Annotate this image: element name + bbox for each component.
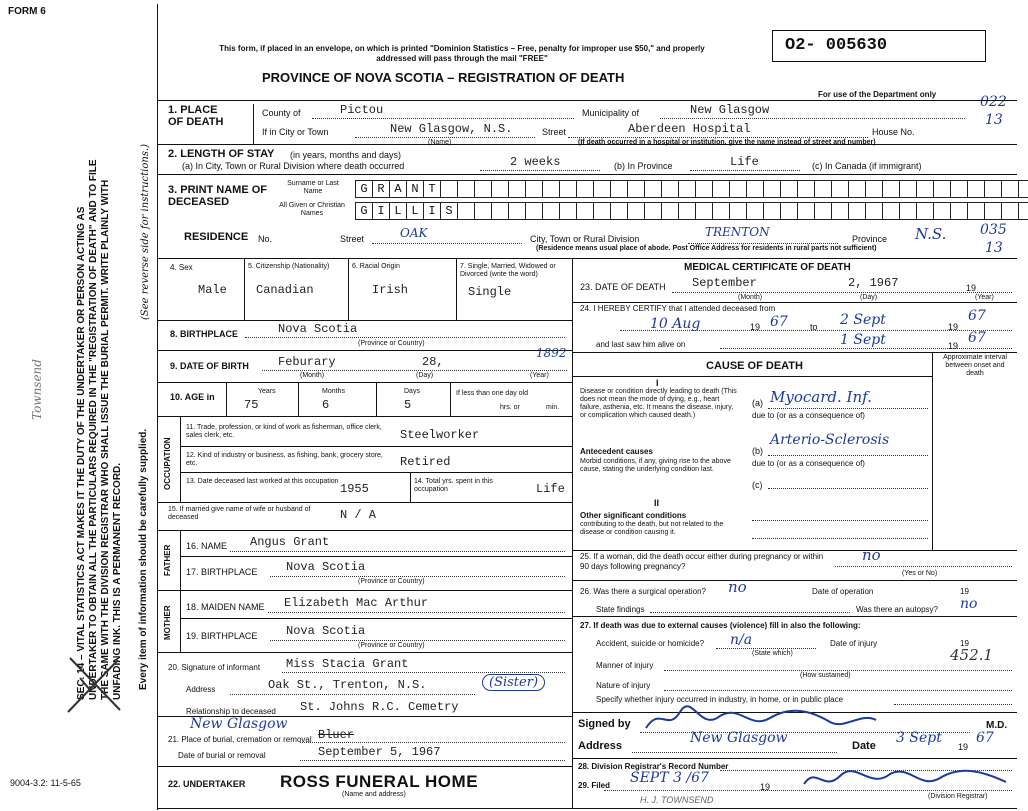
dod-day-value: 2, 1967	[848, 276, 899, 290]
instructions-note: (See reverse side for instructions.)	[140, 143, 151, 320]
registrar-stamp: H. J. TOWNSEND	[640, 795, 714, 805]
dept-code-4: 13	[985, 240, 1003, 256]
street-value: Aberdeen Hospital	[628, 122, 751, 136]
surname-cells: G R A N T	[355, 180, 1028, 198]
father-birthplace-value: Nova Scotia	[286, 560, 366, 574]
length-of-stay-label: 2. LENGTH OF STAY	[168, 148, 275, 160]
mother-birthplace-value: Nova Scotia	[286, 624, 366, 638]
dept-code-2: 13	[985, 112, 1003, 128]
cause-a-value: Myocard. Inf.	[770, 388, 872, 406]
attended-to-value: 2 Sept	[840, 312, 886, 328]
dob-year-value: 1892	[536, 346, 567, 360]
dob-month-value: Feburary	[278, 355, 336, 369]
city-value: New Glasgow, N.S.	[390, 122, 513, 136]
attended-from-value: 10 Aug	[650, 316, 701, 332]
physician-address-value: New Glasgow	[690, 730, 788, 746]
residence-label: RESIDENCE	[184, 231, 249, 243]
dept-code-1: 022	[980, 94, 1007, 110]
last-seen-value: 1 Sept	[840, 332, 886, 348]
informant-address-value: Oak St., Trenton, N.S.	[268, 678, 427, 692]
medical-certificate-header: MEDICAL CERTIFICATE OF DEATH	[684, 262, 851, 273]
statute-note: SEC. 14 – VITAL STATISTICS ACT MAKES IT THE DUTY OF THE UNDERTAKER OR PERSON ACTING AS UNDERTAKER TO OBTAIN ALL THE PARTICULARS REQUIRED IN THE "REGISTRATION OF DEATH" AND TO FILE THE SAME WITH THE DIVISION REGISTRAR WHO SHALL ISSUE THE BURIAL PERMIT. WRITE PLAINLY WITH UNFADING INK. THIS IS A PERMANENT RECORD.	[76, 159, 123, 700]
last-worked-value: 1955	[340, 482, 369, 496]
stay-province-value: Life	[730, 155, 759, 169]
occupation-side-label: OCCUPATION	[163, 437, 172, 490]
footer-code: 9004-3.2: 11-5-65	[10, 778, 81, 788]
attended-from-year: 67	[770, 314, 788, 330]
residence-city: TRENTON	[705, 225, 770, 239]
cause-b-value: Arterio-Sclerosis	[770, 432, 890, 448]
filed-date-value: SEPT 3 /67	[630, 770, 709, 786]
given-name-cells: G I L L I S	[355, 202, 1028, 220]
dob-day-value: 28,	[422, 355, 444, 369]
residence-province: N.S.	[915, 225, 947, 243]
registration-of-death-form: FORM 6 This form, if placed in an envelope, on which is printed "Dominion Statistics – Free, penalty for improper use $50," and properly addressed will pass through the mail "FREE" PROVINCE OF NOVA SCOTIA – REGISTRATION OF DEATH O2- 005630 For use of the Department only 022 13 035 13 SEC. 14 – VITAL STATISTICS ACT MAKES IT THE DUTY OF THE UNDERTAKER OR PERSON ACTING AS UNDERTAKER TO OBTAIN ALL THE PARTICULARS REQUIRED IN THE "REGISTRATION OF DEATH" AND TO FILE THE SAME WITH THE DIVISION REGISTRAR WHO SHALL ISSUE THE BURIAL PERMIT. WRITE PLAINLY WITH UNFADING INK. THIS IS A PERMANENT RECORD. Every item of information should be carefully supplied. (See reverse side for instructions.) Townsend 9004-3.2: 11-5-65 1. PLACE OF DEATH County of Pictou Municipality of New Glasgow If in City or Town New Glasgow, N.S. (Name) Street Aberdeen Hospital House No. (If death occurred in a hospital or institution, give the name instead of street and number) 2. LENGTH OF STAY (in years, months and days) (a) In City, Town or Rural Division where death occurred 2 weeks (b) In Province Life (c) In Canada (if immigrant) 3. PRINT NAME OF DECEASED Surname or Last Name All Given or Christian Names G R A N T G I L L I S RESIDENCE No. Street OAK City, Town or Rural Division TRENTON Province N.S. (Residence means usual place of abode. Post Office Address for residents in rural parts not sufficient) 4. Sex Male 5. Citizenship (Nationality) Canadian 6. Racial Origin Irish 7. Single, Married, Widowed or Divorced (write the word) Single 8. BIRTHPLACE Nova Scotia (Province or Country) 9. DATE OF BIRTH Feburary 28, 1892 (Month) (Day) (Year) 10. AGE in Years 75 Months 6 Days 5 If less than one day old hrs. or min. OCCUPATION 11. Trade, profession, or kind of work as fisherman, office clerk, sales clerk, etc. Steelworker 12. Kind of industry or business, as fishing, bank, grocery store, etc. Retired 13. Date deceased last worked at this occupation 1955 14. Total yrs. spent in this occupation Life 15. If married give name of wife or husband of deceased N / A FATHER 16. NAME Angus Grant 17. BIRTHPLACE Nova Scotia (Province or Country) MOTHER 18. MAIDEN NAME Elizabeth Mac Arthur 19. BIRTHPLACE Nova Scotia (Province or Country) 20. Signature of informant Miss Stacia Grant Address Oak St., Trenton, N.S. (Sister) Relationship to deceased St. Johns R.C. Cemetry New Glasgow Bluer 21. Place of burial, cremation or removal Date of burial or removal September 5, 1967 22. UNDERTAKER ROSS FUNERAL HOME (Name and address) MEDICAL CERTIFICATE OF DEATH 23. DATE OF DEATH September 2, 1967 19 (Month) (Day) (Year) 24. I HEREBY CERTIFY that I attended deceased from 10 Aug 19 67 to 2 Sept 19 67 and last saw him alive on 1 Sept 19 67 CAUSE OF DEATH Approximate interval between onset and death I Disease or condition directly leading to death (This does not mean the mode of dying, e.g., heart failure, asthenia, etc. It means the disease, injury, or complication which caused death.) (a) Myocard. Inf. due to (or as a consequence of) Antecedent causes Morbid conditions, if any, giving rise to the above cause, stating the underlying condition last. (b) Arterio-Sclerosis due to (or as a consequence of) (c) II Other significant conditions contributing to the death, but not related to the disease or condition causing it. 25. If a woman, did the death occur either during pregnancy or within 90 days following pregnancy? no (Yes or No) 26. Was there a surgical operation? no Date of operation 19 State findings Was there an autopsy? no 27. If death was due to external causes (violence) fill in also the following: Accident, suicide or homicide? n/a (State which) Date of injury 19 Manner of injury 452.1 (How sustained) Nature of injury Specify whether injury occurred in industry, in home, or in public place Signed by M.D. Address New Glasgow Date 3 Sept 19 67 28. Division Registrar's Record Number 29. Filed SEPT 3 /67 19 (Division Registrar) H. J. TOWNSEND	[0, 0, 1028, 811]
father-side-label: FATHER	[163, 544, 172, 576]
attended-to-year: 67	[968, 308, 986, 324]
print-name-label: 3. PRINT NAME OF DECEASED	[168, 184, 268, 208]
years-spent-value: Life	[536, 482, 565, 496]
information-note: Every item of information should be carefully supplied.	[138, 428, 149, 690]
accident-value: n/a	[730, 632, 753, 648]
marital-status-value: Single	[468, 285, 512, 299]
undertaker-value: ROSS FUNERAL HOME	[280, 772, 479, 791]
father-name-value: Angus Grant	[250, 535, 330, 549]
cause-of-death-header: CAUSE OF DEATH	[706, 360, 803, 372]
informant-relationship-value: (Sister)	[482, 674, 545, 691]
form-number: FORM 6	[8, 6, 46, 17]
center-divider	[572, 258, 573, 808]
trade-value: Steelworker	[400, 428, 480, 442]
manner-value: 452.1	[950, 646, 993, 664]
sex-value: Male	[198, 283, 227, 297]
birthplace-value: Nova Scotia	[278, 322, 358, 336]
dept-code-3: 035	[980, 222, 1007, 238]
registration-number: O2- 005630	[785, 36, 888, 55]
age-days-value: 5	[404, 398, 412, 412]
stay-city-value: 2 weeks	[510, 155, 561, 169]
burial-date-value: September 5, 1967	[318, 745, 441, 759]
county-value: Pictou	[340, 103, 384, 117]
mother-maiden-value: Elizabeth Mac Arthur	[284, 596, 429, 610]
citizenship-value: Canadian	[256, 283, 314, 297]
last-seen-year: 67	[968, 330, 986, 346]
margin-scrawl: Townsend	[30, 359, 44, 420]
department-use-label: For use of the Department only	[818, 90, 937, 99]
place-of-death-label: 1. PLACE OF DEATH	[168, 104, 224, 128]
surgical-operation-value: no	[728, 578, 747, 596]
mother-side-label: MOTHER	[163, 605, 172, 640]
physician-date-value: 3 Sept	[896, 730, 942, 746]
racial-origin-value: Irish	[372, 283, 409, 297]
dod-month-value: September	[692, 276, 757, 290]
margin-x-mark	[60, 650, 130, 720]
age-years-value: 75	[244, 398, 259, 412]
municipality-value: New Glasgow	[690, 103, 770, 117]
burial-place-value: St. Johns R.C. Cemetry	[300, 700, 459, 714]
form-title: PROVINCE OF NOVA SCOTIA – REGISTRATION OF DEATH	[262, 70, 625, 85]
mailing-notice: This form, if placed in an envelope, on which is printed "Dominion Statistics – Free, penalty for improper use $50," and properly addressed will pass through the mail "FREE"	[219, 44, 705, 63]
left-frame-line	[157, 4, 158, 810]
pregnancy-value: no	[862, 546, 881, 564]
residence-street: OAK	[400, 226, 428, 240]
industry-value: Retired	[400, 455, 451, 469]
age-months-value: 6	[322, 398, 330, 412]
spouse-value: N / A	[340, 508, 377, 522]
registration-number-box	[772, 30, 986, 62]
informant-name-value: Miss Stacia Grant	[286, 657, 409, 671]
burial-place-struck: Bluer	[318, 728, 355, 742]
autopsy-value: no	[960, 596, 978, 612]
burial-place-handwritten: New Glasgow	[190, 716, 288, 732]
physician-date-year: 67	[976, 730, 994, 746]
